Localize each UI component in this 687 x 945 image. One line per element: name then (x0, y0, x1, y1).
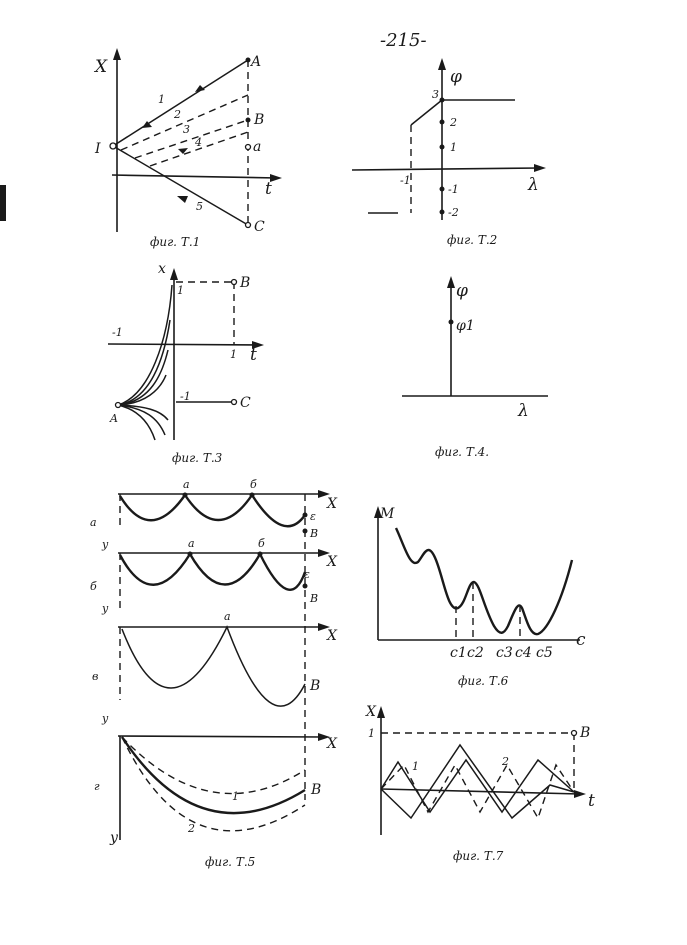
fig7-y-arrow (377, 706, 385, 718)
fig1-point-I (110, 143, 116, 149)
fig6-curve (396, 528, 572, 634)
fig1-y-arrow (113, 48, 121, 60)
fig2-x-arrow (534, 164, 546, 172)
fig1-curve-5 (113, 146, 248, 225)
fig5a-label-a: а (183, 478, 190, 491)
fig1-x-axis (112, 175, 278, 178)
fig1-curve-3 (135, 120, 248, 158)
fig5-panel-c (92, 610, 338, 725)
fig7-caption: фиг. Т.7 (453, 849, 504, 863)
fig5d-curve-1 (122, 737, 305, 794)
fig1-label-I: I (95, 141, 101, 157)
fig4-axis-x-label: λ (518, 401, 529, 421)
binding-mark (0, 185, 6, 221)
fig6-caption: фиг. Т.6 (458, 674, 509, 688)
fig1-label-a: a (253, 139, 262, 155)
page-number: -215- (380, 30, 427, 51)
fig3-axis-x-label: t (250, 345, 257, 365)
fig2-point-1 (440, 145, 445, 150)
fig1-caption: фиг. Т.1 (150, 235, 201, 249)
fig7-curve-label-1: 1 (412, 760, 419, 773)
fig1-point-B (246, 118, 251, 123)
fig5b-axis-y-label: y (102, 602, 109, 615)
fig5-panel-b (90, 537, 338, 615)
fig7-axis-y-label: X (366, 704, 376, 720)
fig7-x-arrow (574, 790, 586, 798)
fig3-point-C (232, 400, 237, 405)
fig6-tick-c1: c1 (450, 645, 467, 661)
figure-t2 (352, 58, 546, 247)
fig2-point-3 (440, 98, 445, 103)
fig3-axis-y-label: x (158, 261, 166, 277)
fig1-curve-label-5: 5 (196, 200, 203, 213)
fig1-label-C: C (254, 219, 265, 235)
fig5b-label-b: б (258, 537, 265, 550)
fig5c-axis-y-label: y (102, 712, 109, 725)
fig7-axis-x-label: t (588, 791, 595, 811)
fig5d-curve-label-2: 2 (188, 822, 195, 835)
figure-t5 (90, 478, 338, 869)
fig2-x-axis (352, 168, 540, 170)
figure-t3 (108, 261, 264, 465)
fig7-curve-3 (381, 760, 574, 812)
fig6-tick-c5: c5 (536, 645, 553, 661)
fig7-point-B (572, 731, 577, 736)
fig2-caption: фиг. Т.2 (447, 233, 498, 247)
fig5d-axis-y-label: y (110, 830, 118, 846)
fig6-tick-c2: c2 (467, 645, 484, 661)
fig5b-axis-x-label: X (327, 554, 337, 570)
fig5c-label-B: В (310, 678, 321, 694)
fig7-x-axis (381, 789, 580, 794)
fig5a-label-eps: ε (310, 510, 316, 523)
figure-t4 (402, 276, 548, 459)
fig5d-curve-label-1: 1 (232, 790, 239, 803)
fig3-point-B (232, 280, 237, 285)
fig1-arrowhead (195, 85, 205, 92)
fig5b-point-a (188, 552, 193, 557)
fig2-tick-neg2: -2 (448, 206, 459, 219)
fig6-tick-c3: c3 (496, 645, 513, 661)
fig5b-letter: б (90, 580, 97, 593)
fig1-curve-label-3: 3 (183, 123, 190, 136)
fig1-curve-label-1: 1 (158, 93, 165, 106)
fig5a-point-b (250, 493, 255, 498)
fig3-tick-1-x: 1 (230, 348, 237, 361)
fig7-curve-label-2: 2 (502, 755, 509, 768)
fig2-tick-x-neg1: -1 (400, 174, 411, 187)
fig3-caption: фиг. Т.3 (172, 451, 223, 465)
figure-t6 (374, 506, 586, 688)
fig3-tick-neg1-left: -1 (112, 326, 123, 339)
fig2-point-neg1 (440, 187, 445, 192)
fig3-label-B: B (240, 275, 251, 291)
fig1-label-A: A (251, 54, 262, 70)
fig2-point-neg2 (440, 210, 445, 215)
fig5a-label-b: б (250, 478, 257, 491)
fig6-axis-x-label: c (576, 630, 586, 650)
fig2-tick-3: 3 (432, 88, 439, 101)
fig1-axis-x-label: t (265, 179, 272, 199)
fig5d-curve-main (122, 737, 305, 813)
fig3-curve-up-4 (118, 375, 166, 405)
fig5a-curve (120, 495, 305, 526)
fig3-y-arrow (170, 268, 178, 280)
fig1-curve-label-4: 4 (195, 136, 202, 149)
fig5a-letter: а (90, 516, 97, 529)
fig5d-letter: г (94, 780, 100, 793)
figure-t1 (93, 48, 282, 249)
fig2-slope (411, 100, 442, 125)
fig2-axis-y-label: φ (450, 67, 462, 87)
fig5b-label-a: а (188, 537, 195, 550)
fig2-tick-neg1: -1 (448, 183, 459, 196)
fig2-point-2 (440, 120, 445, 125)
fig1-curve-label-2: 2 (174, 108, 181, 121)
fig5b-label-B: В (310, 592, 319, 605)
fig7-label-B: B (580, 725, 591, 741)
fig3-curve-up-2 (118, 320, 170, 405)
fig5a-axis-y-label: y (102, 538, 109, 551)
fig3-curve-down-2 (118, 405, 165, 435)
fig3-x-axis (108, 344, 258, 345)
fig5-panel-a (90, 478, 338, 551)
fig3-label-A: A (110, 412, 118, 425)
fig5b-curve (120, 554, 305, 590)
fig4-y-arrow (447, 276, 455, 288)
figure-t7 (365, 704, 595, 863)
fig2-tick-2: 2 (450, 116, 457, 129)
fig2-y-arrow (438, 58, 446, 70)
fig5a-point-a (183, 493, 188, 498)
fig5d-label-B: В (311, 782, 322, 798)
fig3-tick-neg1: -1 (180, 390, 191, 403)
fig6-tick-c4: c4 (515, 645, 532, 661)
fig5a-label-B: В (310, 527, 319, 540)
fig5a-axis-x-label: X (327, 496, 337, 512)
fig6-axis-y-label: M (380, 506, 395, 522)
fig5-caption: фиг. Т.5 (205, 855, 256, 869)
fig3-curve-down-3 (118, 405, 155, 440)
fig7-tick-1: 1 (368, 727, 375, 740)
fig1-axis-y-label: X (95, 57, 108, 77)
fig1-point-a (246, 145, 251, 150)
fig1-arrowhead (177, 196, 188, 203)
fig1-point-C (246, 223, 251, 228)
fig3-label-C: C (240, 395, 251, 411)
fig1-point-A (246, 58, 251, 63)
fig4-axis-y-label: φ (456, 281, 468, 301)
fig2-tick-1: 1 (450, 141, 457, 154)
fig2-axis-x-label: λ (528, 175, 539, 195)
fig5c-letter: в (92, 670, 99, 683)
fig5-panel-d (94, 733, 338, 846)
fig5c-curve (122, 627, 305, 706)
fig5a-point-eps (303, 513, 308, 518)
fig1-curve-1 (113, 60, 248, 146)
fig3-tick-1-top: 1 (177, 284, 184, 297)
fig5c-axis-x-label: X (327, 628, 337, 644)
fig4-caption: фиг. Т.4. (435, 445, 490, 459)
fig5d-axis-x-label: X (327, 736, 337, 752)
fig1-label-B: B (254, 112, 265, 128)
fig4-point-phi1 (449, 320, 454, 325)
fig5b-point-B (303, 584, 308, 589)
fig5a-point-B (303, 529, 308, 534)
fig4-label-phi1: φ1 (456, 318, 475, 334)
fig3-point-A (116, 403, 121, 408)
fig5b-point-b (258, 552, 263, 557)
fig5c-label-a: а (224, 610, 231, 623)
fig5b-label-eps: ε (304, 568, 310, 581)
fig5d-x-axis (118, 736, 324, 737)
